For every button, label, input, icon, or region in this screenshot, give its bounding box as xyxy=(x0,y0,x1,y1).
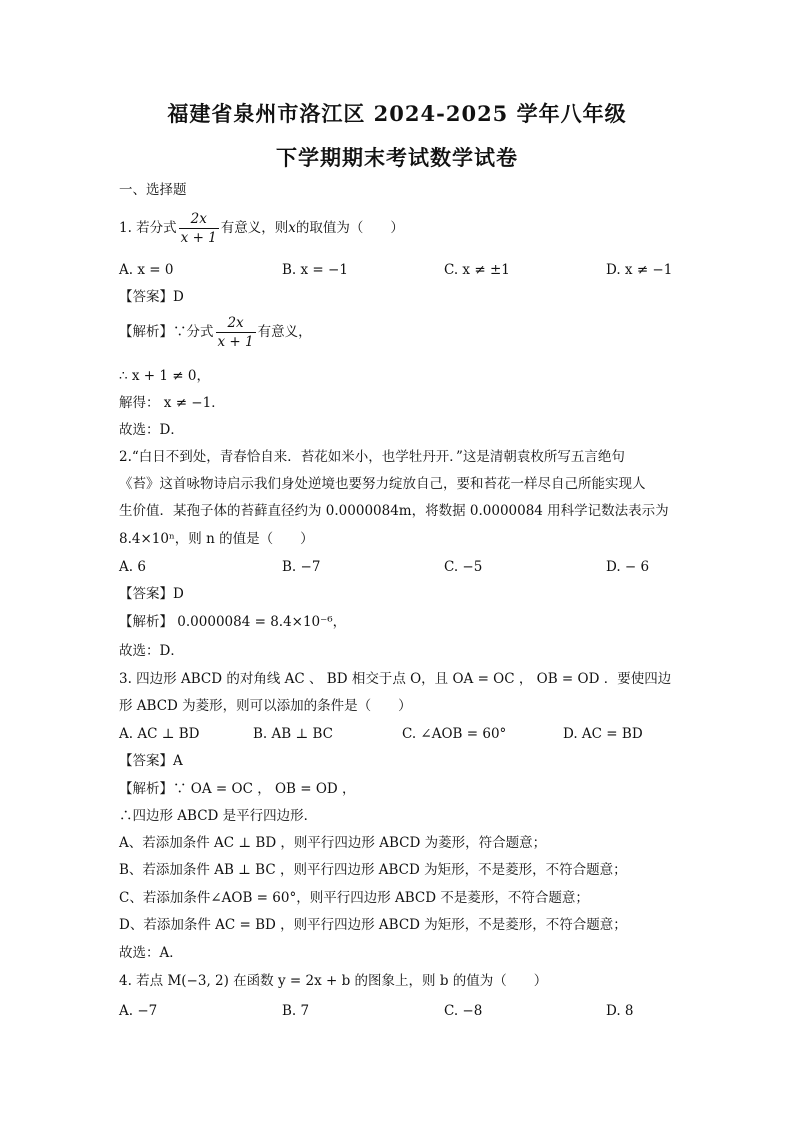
q4-option-b: B. 7 xyxy=(282,1003,310,1019)
q3-option-b: B. AB ⊥ BC xyxy=(253,726,333,742)
q2-option-a: A. 6 xyxy=(119,559,146,575)
q3-line1: 3. 四边形 ABCD 的对角线 AC 、 BD 相交于点 O，且 OA = OC ， OB = OD ．要使四边 xyxy=(119,671,672,687)
q1-suffix: 有意义，则 xyxy=(220,220,289,236)
q4-option-c: C. −8 xyxy=(444,1003,483,1019)
q2-analysis: 【解析】 0.0000084 = 8.4×10⁻⁶， xyxy=(119,614,347,630)
q2-option-b: B. −7 xyxy=(282,559,321,575)
q1-answer: 【答案】D xyxy=(119,289,184,305)
q1-analysis-line3: 解得： x ≠ −1． xyxy=(119,395,225,411)
q1-analysis xyxy=(119,314,312,351)
q2-line2: 《苔》这首咏物诗启示我们身处逆境也要努力绽放自己，要和苔花一样尽自己所能实现人 xyxy=(119,476,646,492)
q1-frac-num: 2x xyxy=(190,211,207,227)
q1-option-a: A. x = 0 xyxy=(119,262,174,278)
q2-option-c: C. −5 xyxy=(444,559,483,575)
q1-var: x xyxy=(288,220,296,236)
q3-line2: 形 ABCD 为菱形，则可以添加的条件是（ ） xyxy=(119,698,412,714)
q1-analysis-fraction xyxy=(216,314,256,351)
q1-analysis-frac-num: 2x xyxy=(227,315,244,331)
q1-option-b: B. x = −1 xyxy=(282,262,348,278)
q1-analysis-frac-den: x + 1 xyxy=(217,334,254,350)
q3-option-a: A. AC ⊥ BD xyxy=(119,726,200,742)
q3-analysis-line-c: C、若添加条件∠AOB = 60°，则平行四边形 ABCD 不是菱形，不符合题意； xyxy=(119,890,589,906)
page-title-line1: 福建省泉州市洛江区 2024-2025 学年八年级 xyxy=(167,101,627,126)
q3-option-c: C. ∠AOB = 60° xyxy=(402,726,507,742)
q3-analysis-line-a: A、若添加条件 AC ⊥ BD ，则平行四边形 ABCD 为菱形，符合题意； xyxy=(119,835,547,851)
q4-option-a: A. −7 xyxy=(119,1003,158,1019)
q3-analysis-line-b: B、若添加条件 AB ⊥ BC ，则平行四边形 ABCD 为矩形，不是菱形，不符合题意； xyxy=(119,862,627,878)
q4-option-d: D. 8 xyxy=(606,1003,634,1019)
q1-analysis-prefix: 【解析】∵分式 xyxy=(119,324,214,340)
section-heading: 一、选择题 xyxy=(119,182,187,198)
q1-prefix: 1. 若分式 xyxy=(119,220,177,236)
q1-analysis-line2: ∴ x + 1 ≠ 0， xyxy=(119,368,210,384)
q2-line3: 生价值．某孢子体的苔藓直径约为 0.0000084m，将数据 0.0000084 用科学记数法表示为 xyxy=(119,503,669,519)
q1-stem xyxy=(119,210,404,247)
q2-option-d: D. − 6 xyxy=(606,559,650,575)
q1-frac-den: x + 1 xyxy=(180,230,217,246)
q1-option-c: C. x ≠ ±1 xyxy=(444,262,510,278)
q1-analysis-suffix: 有意义， xyxy=(257,324,312,340)
q1-option-d: D. x ≠ −1 xyxy=(606,262,673,278)
q3-analysis-line2: ∴四边形 ABCD 是平行四边形． xyxy=(119,808,318,824)
q3-choice: 故选：A． xyxy=(119,945,183,961)
page-title-line2: 下学期期末考试数学试卷 xyxy=(276,145,518,170)
q1-analysis-line4: 故选：D． xyxy=(119,422,184,438)
q1-fraction xyxy=(179,210,219,247)
q2-answer: 【答案】D xyxy=(119,586,184,602)
q3-analysis: 【解析】∵ OA = OC ， OB = OD ， xyxy=(119,781,356,797)
q3-option-d: D. AC = BD xyxy=(563,726,643,742)
q2-line4: 8.4×10ⁿ，则 n 的值是（ ） xyxy=(119,531,314,547)
q3-analysis-line-d: D、若添加条件 AC = BD ，则平行四边形 ABCD 为矩形，不是菱形，不符合题意； xyxy=(119,917,627,933)
q2-line1: 2.“白日不到处，青春恰自来．苔花如米小，也学牡丹开．”这是清朝袁枚所写五言绝句 xyxy=(119,449,625,465)
q3-answer: 【答案】A xyxy=(119,753,183,769)
q1-suffix2: 的取值为（ ） xyxy=(295,220,404,236)
q2-choice: 故选：D． xyxy=(119,643,184,659)
q4-line1: 4. 若点 M(−3, 2) 在函数 y = 2x + b 的图象上，则 b 的值为（ ） xyxy=(119,973,548,989)
